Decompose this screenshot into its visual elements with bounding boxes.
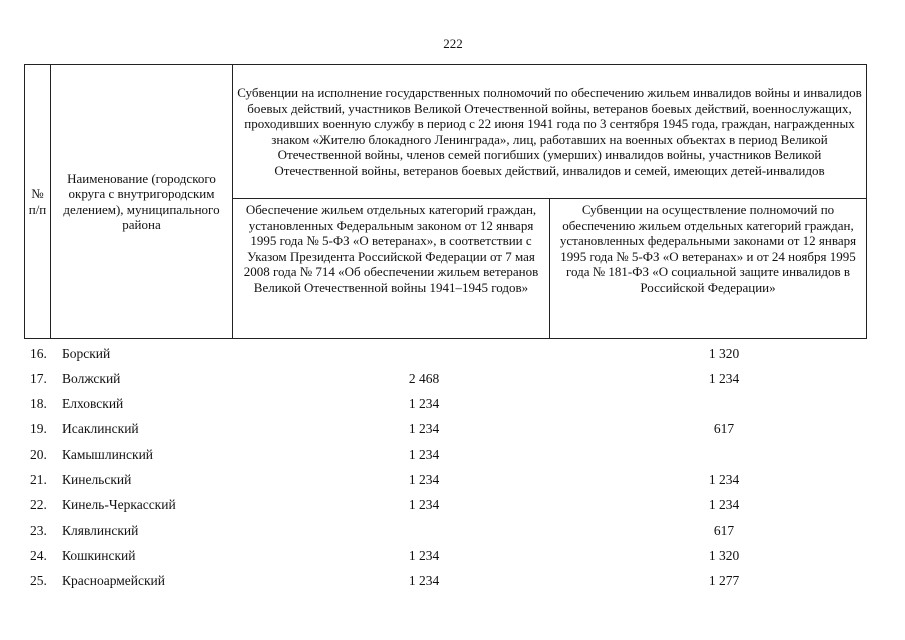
row-value-b: 1 234 — [708, 371, 740, 386]
row-number: 20. — [30, 447, 47, 462]
table-row — [24, 344, 867, 364]
row-name: Борский — [62, 346, 111, 361]
table-row — [24, 571, 867, 591]
header-group: Субвенции на исполнение государственных полномочий по обеспечению жильем инвалидов войны и инвалидов боевых действий, участников Великой Отечественной войны, ветеранов боевых действий, военнослужащих, проходивших военную службу в период с 22 июня 1941 года по 3 сентября 1945 года, граждан, награжденных знаком «Жителю блокадного Ленинграда», лиц, работавших на военных объектах в период Великой Отечественной войны, членов семей погибших (умерших) инвалидов войны, участников Великой Отечественной войны, ветеранов боевых действий, инвалидов и семей, имеющих детей-инвалидов — [233, 65, 867, 199]
row-value-a: 1 234 — [408, 472, 440, 487]
header-number: № п/п — [25, 65, 51, 339]
table-row — [24, 445, 867, 465]
row-number: 21. — [30, 472, 47, 487]
row-value-a: 1 234 — [408, 573, 440, 588]
row-name: Камышлинский — [62, 447, 154, 462]
row-name: Волжский — [62, 371, 121, 386]
row-name: Кинельский — [62, 472, 132, 487]
row-value-a: 1 234 — [408, 396, 440, 411]
row-name: Кошкинский — [62, 548, 136, 563]
header-name: Наименование (городского округа с внутригородским делением), муниципального района — [51, 65, 233, 339]
header-col-a: Обеспечение жильем отдельных категорий граждан, установленных Федеральным законом от 12 января 1995 года № 5-ФЗ «О ветеранах», в соответствии с Указом Президента Российской Федерации от 7 мая 2008 года № 714 «Об обеспечении жильем ветеранов Великой Отечественной войны 1941–1945 годов» — [233, 199, 550, 339]
row-value-a: 1 234 — [408, 548, 440, 563]
row-number: 23. — [30, 523, 47, 538]
table-header — [24, 64, 867, 339]
row-number: 22. — [30, 497, 47, 512]
table-row — [24, 470, 867, 490]
row-value-b: 617 — [713, 421, 735, 436]
row-name: Елховский — [62, 396, 124, 411]
row-value-b: 1 277 — [708, 573, 740, 588]
row-number: 19. — [30, 421, 47, 436]
row-number: 17. — [30, 371, 47, 386]
row-value-b: 617 — [713, 523, 735, 538]
row-number: 18. — [30, 396, 47, 411]
table-row — [24, 419, 867, 439]
table-row — [24, 521, 867, 541]
page-number: 222 — [443, 36, 463, 51]
table-row — [24, 394, 867, 414]
row-value-b: 1 320 — [708, 548, 740, 563]
table-row — [24, 369, 867, 389]
row-name: Кинель-Черкасский — [62, 497, 176, 512]
row-value-b: 1 320 — [708, 346, 740, 361]
row-value-a: 2 468 — [408, 371, 440, 386]
row-value-b: 1 234 — [708, 497, 740, 512]
row-value-b: 1 234 — [708, 472, 740, 487]
row-number: 25. — [30, 573, 47, 588]
row-name: Клявлинский — [62, 523, 139, 538]
row-number: 24. — [30, 548, 47, 563]
row-value-a: 1 234 — [408, 447, 440, 462]
header-col-b: Субвенции на осуществление полномочий по обеспечению жильем отдельных категорий граждан, установленных федеральными законами от 12 января 1995 года № 5-ФЗ «О ветеранах» и от 24 ноября 1995 года № 181-ФЗ «О социальной защите инвалидов в Российской Федерации» — [550, 199, 867, 339]
row-name: Красноармейский — [62, 573, 166, 588]
row-number: 16. — [30, 346, 47, 361]
row-value-a: 1 234 — [408, 497, 440, 512]
row-value-a: 1 234 — [408, 421, 440, 436]
table-row — [24, 495, 867, 515]
table-row — [24, 546, 867, 566]
row-name: Исаклинский — [62, 421, 139, 436]
